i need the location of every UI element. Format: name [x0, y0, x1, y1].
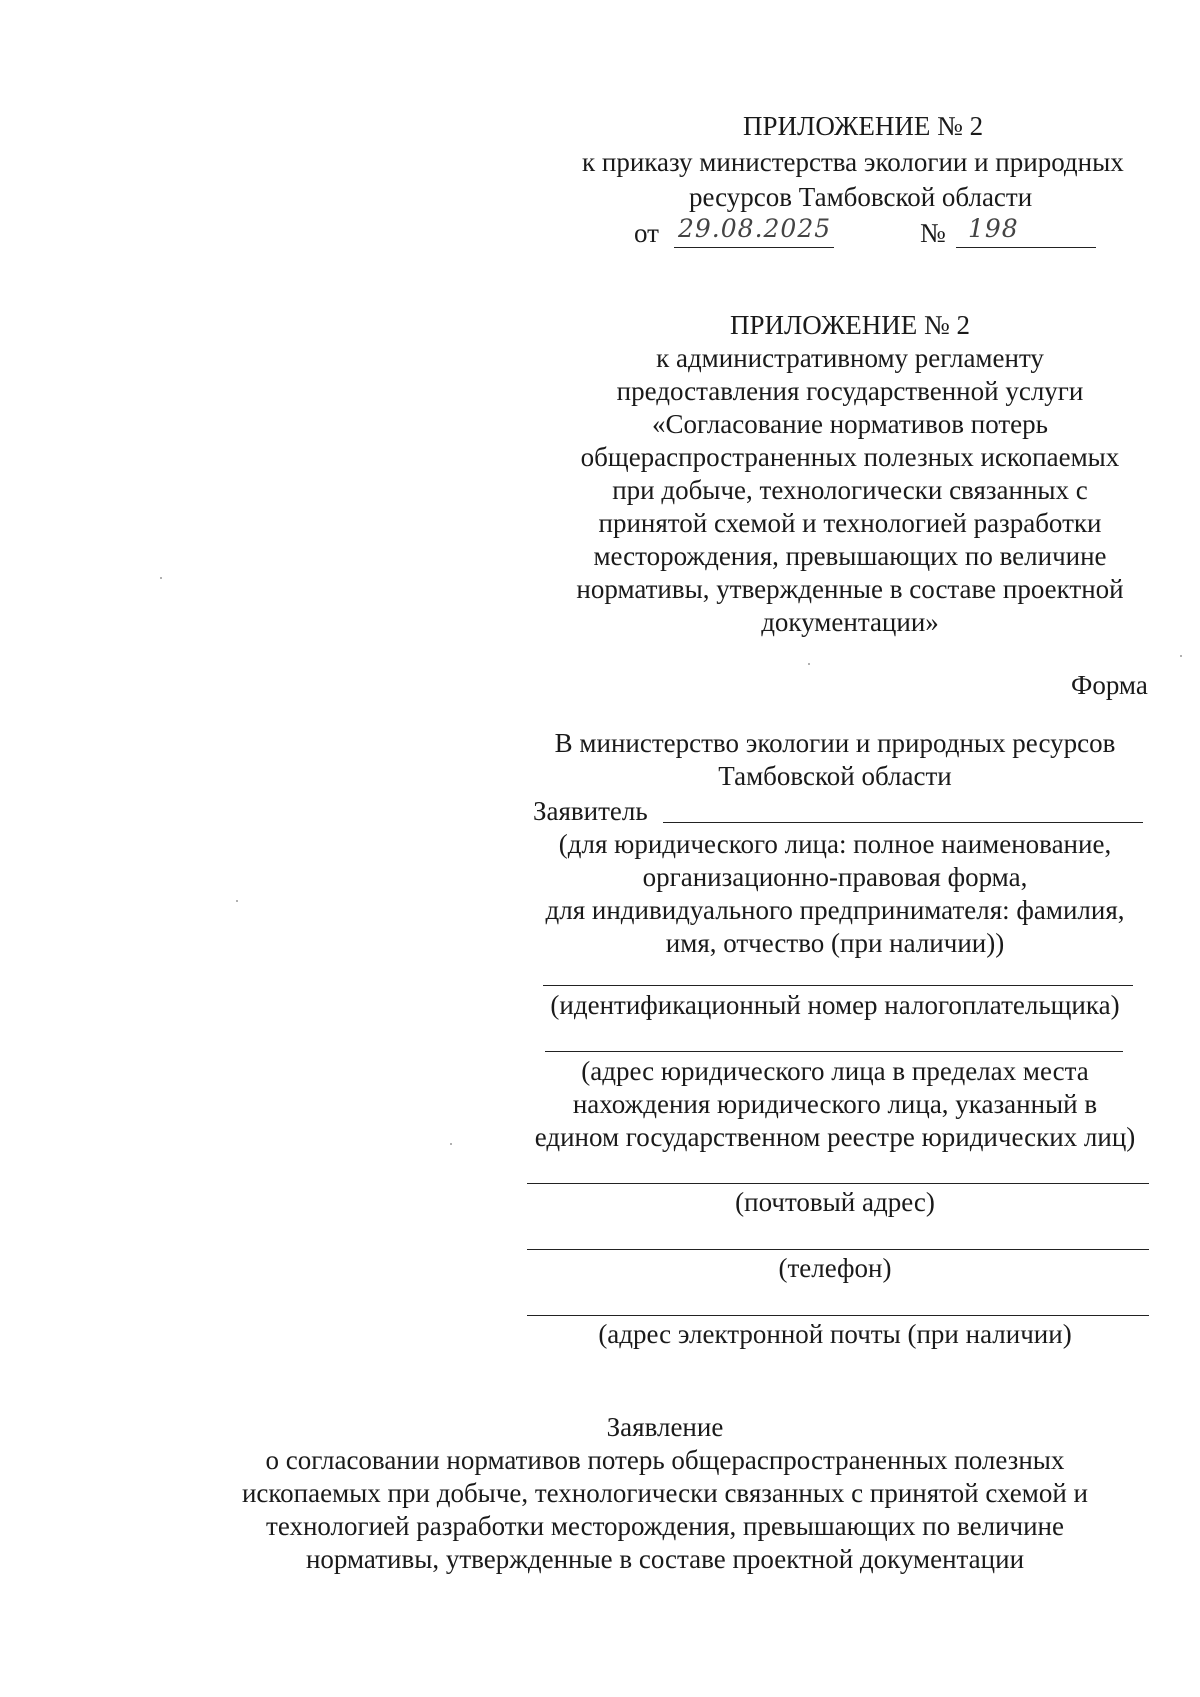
legal-address-field[interactable] — [545, 1051, 1123, 1052]
phone-hint — [520, 1252, 1150, 1285]
regulation-appendix-title: ПРИЛОЖЕНИЕ № 2 — [729, 310, 971, 340]
legal-address-hint-line: едином государственном реестре юридических лиц) — [534, 1122, 1136, 1152]
regulation-line: при добыче, технологически связанных с — [612, 475, 1088, 505]
order-date-prefix: от — [634, 218, 659, 248]
email-field[interactable] — [527, 1315, 1149, 1316]
applicant-hint-line: (для юридического лица: полное наименование, — [558, 829, 1112, 859]
postal-address-field[interactable] — [527, 1183, 1149, 1184]
legal-address-hint-line: нахождения юридического лица, указанный в — [572, 1089, 1098, 1119]
scan-speck — [450, 1143, 452, 1145]
regulation-line: «Согласование нормативов потерь — [652, 409, 1048, 439]
addressee-line-1: В министерство экологии и природных ресурсов — [554, 728, 1116, 758]
regulation-line: к административному регламенту — [656, 343, 1044, 373]
regulation-line: нормативы, утвержденные в составе проектной — [576, 574, 1124, 604]
statement-block — [165, 1411, 1165, 1576]
statement-line: технологией разработки месторождения, превышающих по величине — [266, 1511, 1064, 1541]
applicant-hint-line: для индивидуального предпринимателя: фамилия, — [545, 895, 1125, 925]
applicant-hint-line: имя, отчество (при наличии)) — [665, 928, 1005, 958]
order-number-handwritten: 198 — [968, 214, 1019, 243]
regulation-line: предоставления государственной услуги — [616, 376, 1084, 406]
inn-field[interactable] — [543, 985, 1133, 986]
regulation-line: общераспространенных полезных ископаемых — [580, 442, 1120, 472]
regulation-appendix-block — [550, 309, 1150, 639]
scan-speck — [236, 900, 238, 902]
inn-hint-text: (идентификационный номер налогоплательщика) — [550, 990, 1120, 1020]
order-number-underline — [956, 247, 1096, 248]
order-appendix-line-2: ресурсов Тамбовской области — [689, 182, 1033, 212]
phone-hint-text: (телефон) — [778, 1253, 892, 1283]
legal-address-hint-block — [510, 1055, 1160, 1154]
statement-line: ископаемых при добыче, технологически связанных с принятой схемой и — [241, 1478, 1088, 1508]
order-appendix-title: ПРИЛОЖЕНИЕ № 2 — [743, 111, 984, 141]
scan-speck — [808, 663, 810, 665]
legal-address-hint-line: (адрес юридического лица в пределах места — [581, 1056, 1089, 1086]
applicant-hint-line: организационно-правовая форма, — [642, 862, 1028, 892]
inn-hint — [520, 989, 1150, 1022]
scan-speck — [160, 577, 162, 579]
email-hint — [520, 1318, 1150, 1351]
applicant-label: Заявитель — [533, 796, 648, 826]
regulation-line: месторождения, превышающих по величине — [593, 541, 1107, 571]
postal-address-hint-text: (почтовый адрес) — [735, 1187, 935, 1217]
regulation-line: документации» — [761, 607, 939, 637]
statement-line: нормативы, утвержденные в составе проектной документации — [305, 1544, 1025, 1574]
email-hint-text: (адрес электронной почты (при наличии) — [598, 1319, 1072, 1349]
applicant-hint-block — [520, 828, 1150, 960]
order-date-handwritten: 29.08.2025 — [678, 214, 832, 243]
addressee-block — [535, 727, 1135, 793]
regulation-line: принятой схемой и технологией разработки — [598, 508, 1102, 538]
scan-speck — [1180, 655, 1182, 657]
form-label: Форма — [1071, 670, 1148, 700]
addressee-line-2: Тамбовской области — [718, 761, 952, 791]
statement-line: о согласовании нормативов потерь общераспространенных полезных — [265, 1445, 1065, 1475]
statement-title: Заявление — [606, 1412, 724, 1442]
applicant-name-field[interactable] — [663, 822, 1143, 823]
postal-address-hint — [520, 1186, 1150, 1219]
order-number-prefix: № — [920, 218, 946, 248]
order-date-underline — [674, 247, 834, 248]
phone-field[interactable] — [527, 1249, 1149, 1250]
order-appendix-line-1: к приказу министерства экологии и природных — [582, 147, 1124, 177]
